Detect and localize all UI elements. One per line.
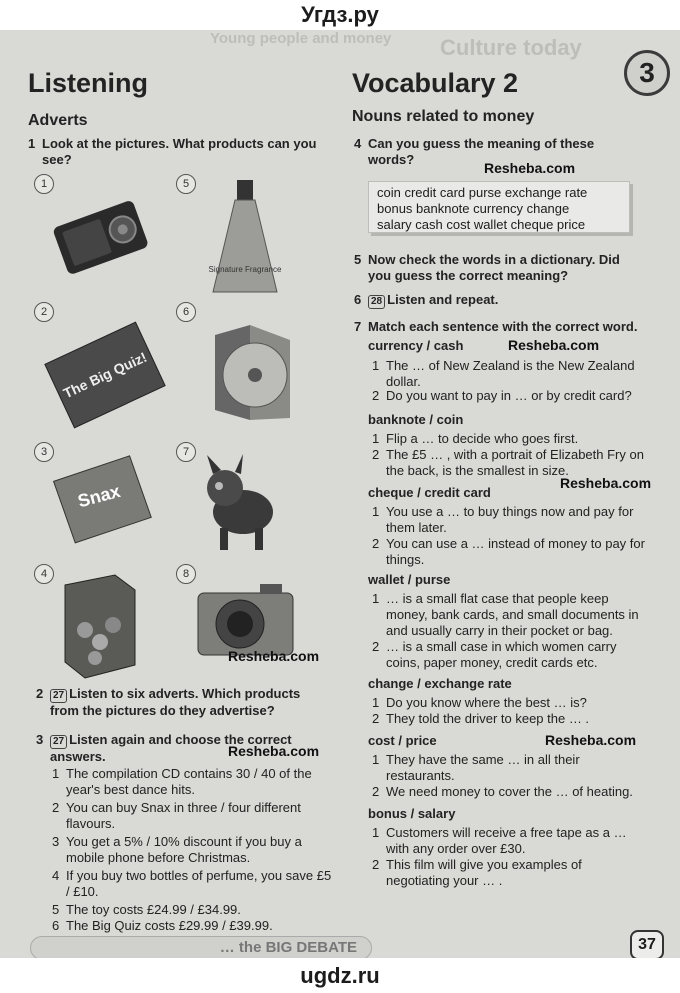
list-item [52,800,336,832]
watermark: Resheba.com [560,475,652,491]
quiz-title: The Big Quiz! [60,348,150,402]
item-number: 6 [52,918,60,933]
item-number: 1 [372,591,380,606]
picture-number-5: 5 [176,174,196,194]
vocabulary-subtitle: Nouns related to money [352,108,535,125]
item-text: … is a small case in which women carry coins, paper money, credit cards etc. [386,639,617,670]
item-number: 2 [372,639,380,654]
item-number: 3 [52,834,60,849]
sweets-box-picture [55,570,145,680]
question-text: Now check the words in a dictionary. Did you guess the correct meaning? [368,252,620,283]
list-item [372,388,651,404]
question-number: 5 [354,252,362,267]
question-number: 6 [354,292,362,307]
group-heading: currency / cash [368,338,464,353]
textbook-page [0,30,680,958]
item-number: 1 [372,825,380,840]
group-heading: bonus / salary [368,806,456,821]
snax-label: Snax [75,480,123,512]
item-text: You can buy Snax in three / four different flavours. [66,800,301,831]
big-quiz-picture [40,320,170,430]
item-number: 1 [372,695,380,710]
list-item [372,358,641,390]
big-debate-banner [30,936,372,958]
item-text: You get a 5% / 10% discount if you buy a mobile phone before Christmas. [66,834,302,865]
list-item [372,825,648,857]
question-text: Look at the pictures. What products can you see? [42,136,317,167]
list-item [372,639,648,671]
item-number: 1 [372,431,380,446]
item-text: Flip a … to decide who goes first. [386,431,579,446]
adverts-subtitle: Adverts [28,112,88,129]
cd-track-icon: 27 [50,735,67,749]
item-number: 2 [372,447,380,462]
mobile-phone-picture [40,188,160,298]
list-item [372,504,651,536]
question-text: Can you guess the meaning of these words? [368,136,595,167]
picture-number-2: 2 [34,302,54,322]
item-text: The … of New Zealand is the New Zealand dollar. [386,358,635,389]
list-item [52,766,336,798]
site-header[interactable]: Угдз.ру [0,0,680,30]
item-number: 2 [372,784,380,799]
word-box-line: bonus banknote currency change [377,201,570,216]
question-text: Listen and repeat. [387,292,499,307]
item-number: 2 [372,857,380,872]
question-6 [354,292,643,309]
picture-number-8: 8 [176,564,196,584]
question-number: 2 [36,686,44,701]
item-number: 4 [52,868,60,883]
question-7 [354,319,648,335]
question-5 [354,252,643,284]
item-number: 2 [372,536,380,551]
item-text: The £5 … , with a portrait of Elizabeth Fry on the back, is the smallest in size. [386,447,644,478]
group-heading: wallet / purse [368,572,451,587]
list-item [372,752,648,784]
item-text: You can use a … instead of money to pay for things. [386,536,645,567]
list-item [372,591,648,639]
item-text: The compilation CD contains 30 / 40 of the year's best dance hits. [66,766,312,797]
question-1 [28,136,332,168]
picture-number-1: 1 [34,174,54,194]
question-text: Listen to six adverts. Which products from the pictures do they advertise? [50,686,301,718]
cd-track-icon: 27 [50,689,67,703]
site-footer[interactable]: ugdz.ru [0,958,680,993]
item-text: Do you know where the best … is? [386,695,587,710]
picture-number-4: 4 [34,564,54,584]
group-heading: change / exchange rate [368,676,512,691]
item-number: 2 [372,388,380,403]
list-item [372,711,648,727]
question-text: Match each sentence with the correct word. [368,319,638,334]
item-number: 1 [52,766,60,781]
item-number: 2 [52,800,60,815]
listening-title: Listening [28,68,148,98]
item-text: You use a … to buy things now and pay for them later. [386,504,634,535]
question-2 [36,686,330,719]
item-text: Do you want to pay in … or by credit card? [386,388,632,403]
ghost-culture-today: Culture today [440,35,582,60]
picture-number-7: 7 [176,442,196,462]
picture-number-6: 6 [176,302,196,322]
item-number: 2 [372,711,380,726]
page-number: 37 [630,930,664,958]
group-heading: cheque / credit card [368,485,491,500]
item-text: They have the same … in all their restaurants. [386,752,580,783]
cd-case-picture [195,320,305,430]
word-box-line: salary cash cost wallet cheque price [377,217,586,232]
item-text: We need money to cover the … of heating. [386,784,633,799]
robot-dog-toy-picture [185,450,295,560]
item-text: The toy costs £24.99 / £34.99. [66,902,241,917]
question-text: Listen again and choose the correct answers. [50,732,292,764]
item-number: 1 [372,358,380,373]
item-text: Customers will receive a free tape as a … with any order over £30. [386,825,627,856]
question-number: 7 [354,319,362,334]
cd-track-icon: 28 [368,295,385,309]
item-text: The Big Quiz costs £29.99 / £39.99. [66,918,273,933]
item-number: 1 [372,752,380,767]
question-number: 3 [36,732,44,747]
question-number: 4 [354,136,362,151]
item-text: If you buy two bottles of perfume, you save £5 / £10. [66,868,332,899]
picture-number-3: 3 [34,442,54,462]
list-item [52,834,336,866]
list-item [372,536,651,568]
watermark: Resheba.com [508,337,600,353]
vocabulary-title: Vocabulary 2 [352,68,519,98]
item-text: This film will give you examples of negotiating your … . [386,857,582,888]
list-item [372,857,648,889]
perfume-label: Signature Fragrance [208,265,282,274]
item-text: They told the driver to keep the … . [386,711,590,726]
unit-badge: 3 [624,50,670,96]
perfume-bottle-picture [205,180,285,300]
big-debate-text: … the BIG DEBATE [219,939,357,956]
item-text: … is a small flat case that people keep money, bank cards, and small documents in and usually carry in their pocket or bag. [386,591,639,638]
watermark: Resheba.com [484,160,576,176]
list-item [372,695,648,711]
group-heading: cost / price [368,733,437,748]
watermark: Resheba.com [545,732,637,748]
watermark: Resheba.com [228,648,320,664]
word-box-line: coin credit card purse exchange rate [377,185,588,200]
list-item [372,431,651,447]
question-number: 1 [28,136,36,151]
ghost-young-people: Young people and money [210,30,392,47]
list-item [372,784,648,800]
list-item [52,868,336,900]
word-box [368,181,630,233]
group-heading: banknote / coin [368,412,464,427]
list-item [52,902,336,918]
snax-crisps-picture [45,455,155,545]
list-item [52,918,336,934]
watermark: Resheba.com [228,743,320,759]
item-number: 5 [52,902,60,917]
item-number: 1 [372,504,380,519]
